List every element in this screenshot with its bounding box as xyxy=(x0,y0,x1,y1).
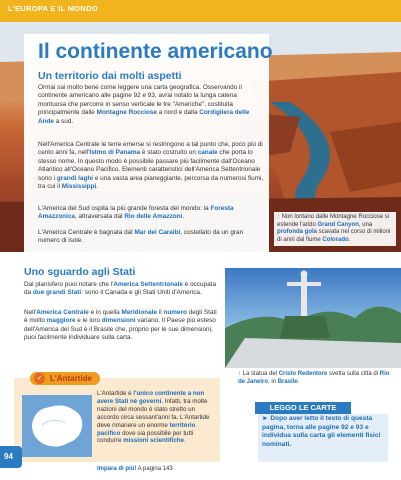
leggo-le-carte-title: LEGGO LE CARTE xyxy=(255,402,351,414)
leggo-le-carte-text: ► Dopo aver letto il testo di questa pagina, torna alle pagine 92 e 93 e individua sulla carta gli elementi fisici nominati. xyxy=(262,415,381,448)
page-title: Il continente americano xyxy=(38,40,273,63)
rio-de-janeiro-photo xyxy=(225,268,401,368)
thumbs-up-icon: ✓ xyxy=(34,373,45,384)
arrow-up-icon: ↑ xyxy=(277,214,282,220)
section2-subtitle: Uno sguardo agli Stati xyxy=(24,266,136,278)
section2-paragraph-2: Nell'America Centrale e in quella Meridionale il numero degli Stati è molto maggiore e le loro dimensioni variano. Il Paese più esteso dell'America del Sud è il Brasile che, proprio per le sue dimensioni, puoi facilmente individuare sulla carta. xyxy=(24,309,217,342)
page-number: 94 xyxy=(4,452,13,461)
section1-paragraph-4: L'America Centrale è bagnata dal Mar dei Caraibi, costellato da un gran numero di isole. xyxy=(38,229,244,245)
antartide-label: L'Antartide xyxy=(50,374,92,383)
section1-paragraph-2: Nell'America Centrale le terre emerse si restringono a tal punto che, poco più di cento anni fa, nell'Istmo di Panama è stato costruito un canale che porta lo stesso nome. In questo modo è possibile passare più facilmente dall'Oceano Atlantico all'Oceano Pacifico. Elementi caratteristici dell'America Settentrionale sono i grandi laghi e una vasta area pianeggiante, percorsa da numerosi fiumi, tra cui il Mississippi. xyxy=(38,141,264,191)
play-arrow-icon: ► xyxy=(262,415,271,422)
section1-paragraph-3: L'America del Sud ospita la più grande foresta del mondo: la Foresta Amazzonica, attraversata dal Rio delle Amazzoni. xyxy=(38,205,234,221)
section1-subtitle: Un territorio dai molti aspetti xyxy=(38,70,182,82)
section2-paragraph-1: Dal planisfero puoi notare che l'America Settentrionale è occupata da due grandi Stati: sono il Canada e gli Stati Uniti d'America. xyxy=(24,281,216,297)
antartide-text: L'Antartide è l'unico continente a non avere Stati né governi. Infatti, tra molte nazioni del mondo è stato stretto un accordo circa sessant'anni fa. L'Antartide deve rimanere un enorme territorio pacifico dove sia possibile per tutti condurre missioni scientifiche. xyxy=(97,390,210,445)
footer-reference[interactable]: Impara di più! A pagina 143 xyxy=(97,466,173,472)
antarctica-map xyxy=(22,395,92,457)
arrow-up-icon: ↑ xyxy=(238,371,243,377)
caption-grand-canyon: ↑ Non lontano dalle Montagne Rocciose si estende l'arido Grand Canyon, una profonda gola scavata nel corso di milioni di anni dal fiume Colorado. xyxy=(274,212,396,246)
section1-paragraph-1: Ormai sai molto bene come leggere una carta geografica. Osservando il continente americano alle pagine 92 e 93, avrai notato la lunga catena montuosa che percorre in senso verticale le tre "Americhe", costituita principalmente dalle Montagne Rocciose a nord e dalla Cordigliera delle Ande a sud. xyxy=(38,84,250,125)
section-label: L'EUROPA E IL MONDO xyxy=(8,4,98,13)
caption-rio: ↑ La statua del Cristo Redentore svetta sulla città di Rio de Janeiro, in Brasile. xyxy=(238,371,390,385)
